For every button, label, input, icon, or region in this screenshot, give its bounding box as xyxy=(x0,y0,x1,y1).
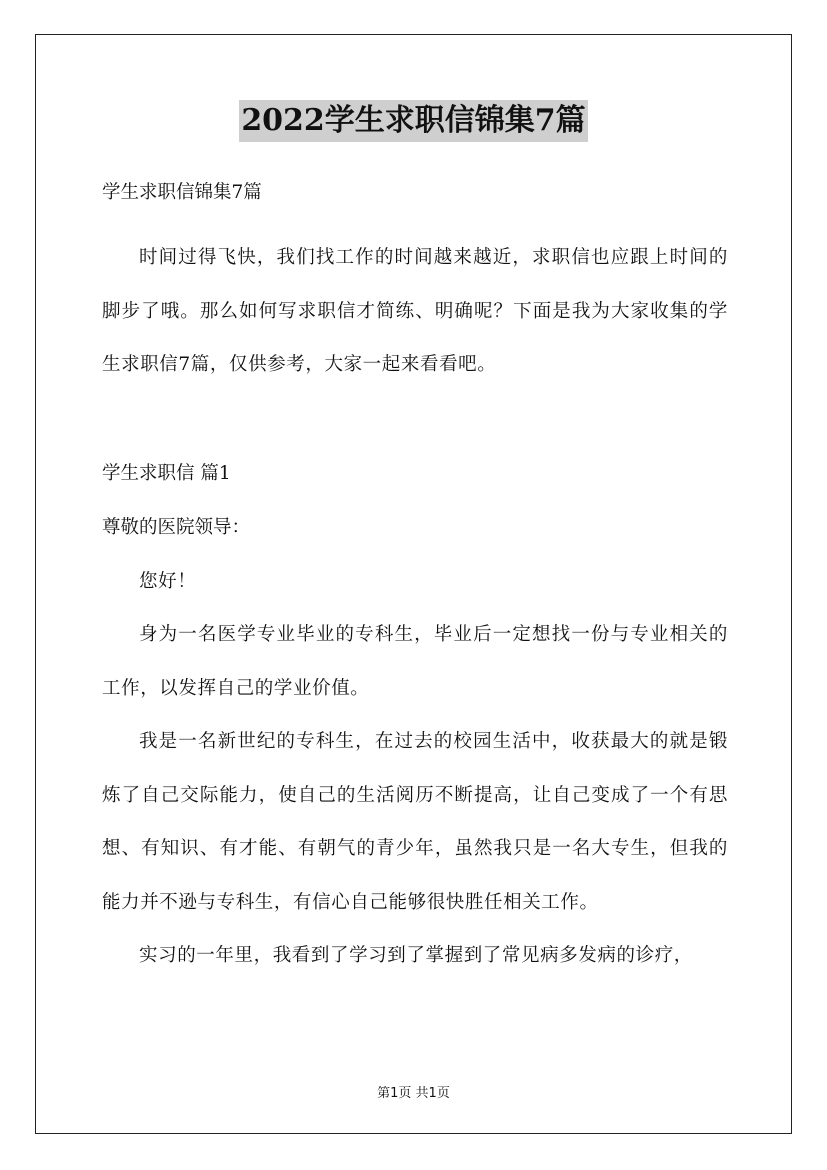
salutation: 尊敬的医院领导： xyxy=(102,516,251,538)
body-paragraph: 实习的一年里，我看到了学习到了掌握到了常见病多发病的诊疗， xyxy=(139,945,693,966)
greeting: 您好！ xyxy=(139,570,197,592)
page-footer: 第1页 共1页 xyxy=(377,1086,450,1101)
document-title: 2022学生求职信锦集7篇 xyxy=(239,100,587,142)
title-container xyxy=(0,100,827,142)
body-paragraph: 身为一名医学专业毕业的专科生，毕业后一定想找一份与专业相关的工作，以发挥自己的学业价值。 xyxy=(102,624,728,699)
body-paragraph: 我是一名新世纪的专科生，在过去的校园生活中，收获最大的就是锻炼了自己交际能力，使自己的生活阅历不断提高，让自己变成了一个有思想、有知识、有才能、有朝气的青少年，虽然我只是一名大专生，但我的能力并不逊与专科生，有信心自己能够很快胜任相关工作。 xyxy=(102,731,728,913)
intro-paragraph: 时间过得飞快，我们找工作的时间越来越近，求职信也应跟上时间的脚步了哦。那么如何写求职信才简练、明确呢？下面是我为大家收集的学生求职信7篇，仅供参考，大家一起来看看吧。 xyxy=(102,247,728,375)
document-subtitle: 学生求职信锦集7篇 xyxy=(102,182,262,203)
section-heading: 学生求职信 篇1 xyxy=(102,462,231,484)
document-body xyxy=(102,175,728,983)
